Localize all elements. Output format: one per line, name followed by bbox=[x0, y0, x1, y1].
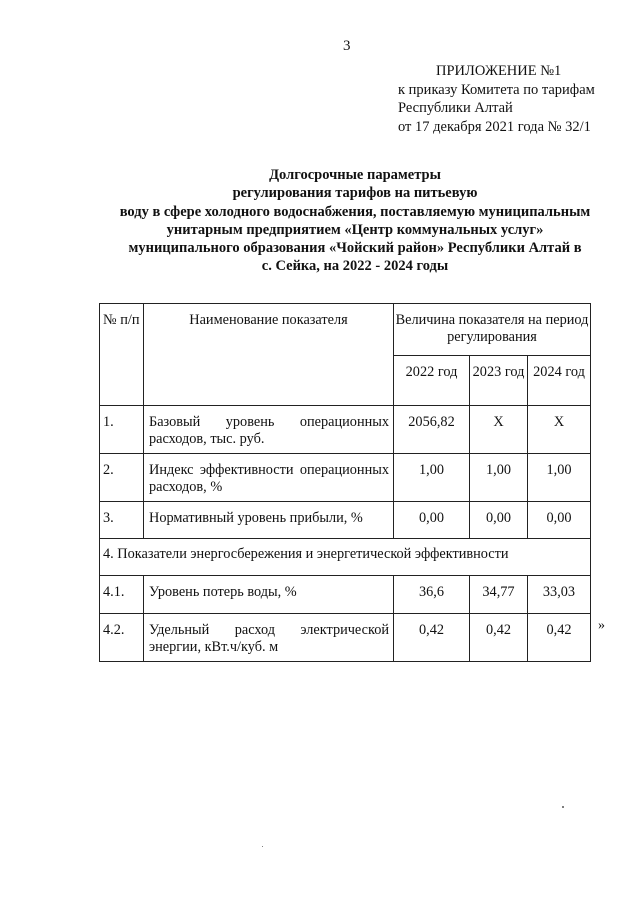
row-name: Нормативный уровень прибыли, % bbox=[144, 502, 394, 539]
row-value-2023: 1,00 bbox=[470, 454, 528, 502]
row-value-2024: 0,00 bbox=[528, 502, 591, 539]
title-line: воду в сфере холодного водоснабжения, поставляемую муниципальным bbox=[119, 203, 591, 220]
row-num: 3. bbox=[100, 502, 144, 539]
table-row bbox=[100, 454, 591, 502]
scan-speck bbox=[262, 846, 263, 847]
row-value-2024: 33,03 bbox=[528, 576, 591, 614]
row-value-2023: 0,42 bbox=[470, 614, 528, 662]
appendix-title: ПРИЛОЖЕНИЕ №1 bbox=[436, 63, 562, 79]
row-value-2023: 34,77 bbox=[470, 576, 528, 614]
table-row bbox=[100, 502, 591, 539]
row-value-2022: 36,6 bbox=[394, 576, 470, 614]
row-value-2022: 0,42 bbox=[394, 614, 470, 662]
row-value-2022: 0,00 bbox=[394, 502, 470, 539]
row-value-2023: Х bbox=[470, 406, 528, 454]
closing-quote: » bbox=[598, 618, 605, 633]
section-heading: 4. Показатели энергосбережения и энергетической эффективности bbox=[100, 539, 591, 576]
row-name: Уровень потерь воды, % bbox=[144, 576, 394, 614]
title-line: Долгосрочные параметры bbox=[269, 167, 441, 183]
header-num: № п/п bbox=[100, 304, 144, 406]
title-line: регулирования тарифов на питьевую bbox=[232, 185, 478, 202]
table-row bbox=[100, 576, 591, 614]
appendix-line-1: к приказу Комитета по тарифам bbox=[398, 81, 595, 98]
header-name: Наименование показателя bbox=[144, 304, 394, 406]
header-year-2022: 2022 год bbox=[394, 356, 470, 406]
row-num: 4.2. bbox=[100, 614, 144, 662]
document-title bbox=[90, 166, 620, 276]
row-value-2022: 1,00 bbox=[394, 454, 470, 502]
row-num: 1. bbox=[100, 406, 144, 454]
row-name: Удельный расход электрической энергии, кВт.ч/куб. м bbox=[144, 614, 394, 662]
title-line: с. Сейка, на 2022 - 2024 годы bbox=[261, 258, 449, 275]
appendix-line-3: от 17 декабря 2021 года № 32/1 bbox=[398, 118, 591, 135]
scan-speck bbox=[562, 806, 564, 808]
row-num: 2. bbox=[100, 454, 144, 502]
header-year-2024: 2024 год bbox=[528, 356, 591, 406]
row-name: Индекс эффективности операционных расходов, % bbox=[144, 454, 394, 502]
section-row bbox=[100, 539, 591, 576]
row-value-2024: 0,42 bbox=[528, 614, 591, 662]
parameters-table bbox=[99, 303, 591, 662]
row-value-2023: 0,00 bbox=[470, 502, 528, 539]
row-value-2024: Х bbox=[528, 406, 591, 454]
title-line: муниципального образования «Чойский район» Республики Алтай в bbox=[128, 240, 582, 257]
header-value: Величина показателя на период регулирования bbox=[394, 304, 591, 356]
row-value-2022: 2056,82 bbox=[394, 406, 470, 454]
table-row bbox=[100, 614, 591, 662]
page-number: 3 bbox=[343, 38, 351, 54]
appendix-block bbox=[398, 62, 638, 136]
table-row bbox=[100, 406, 591, 454]
row-num: 4.1. bbox=[100, 576, 144, 614]
row-name: Базовый уровень операционных расходов, тыс. руб. bbox=[144, 406, 394, 454]
appendix-line-2: Республики Алтай bbox=[398, 100, 513, 116]
title-line: унитарным предприятием «Центр коммунальных услуг» bbox=[166, 221, 544, 238]
header-year-2023: 2023 год bbox=[470, 356, 528, 406]
row-value-2024: 1,00 bbox=[528, 454, 591, 502]
